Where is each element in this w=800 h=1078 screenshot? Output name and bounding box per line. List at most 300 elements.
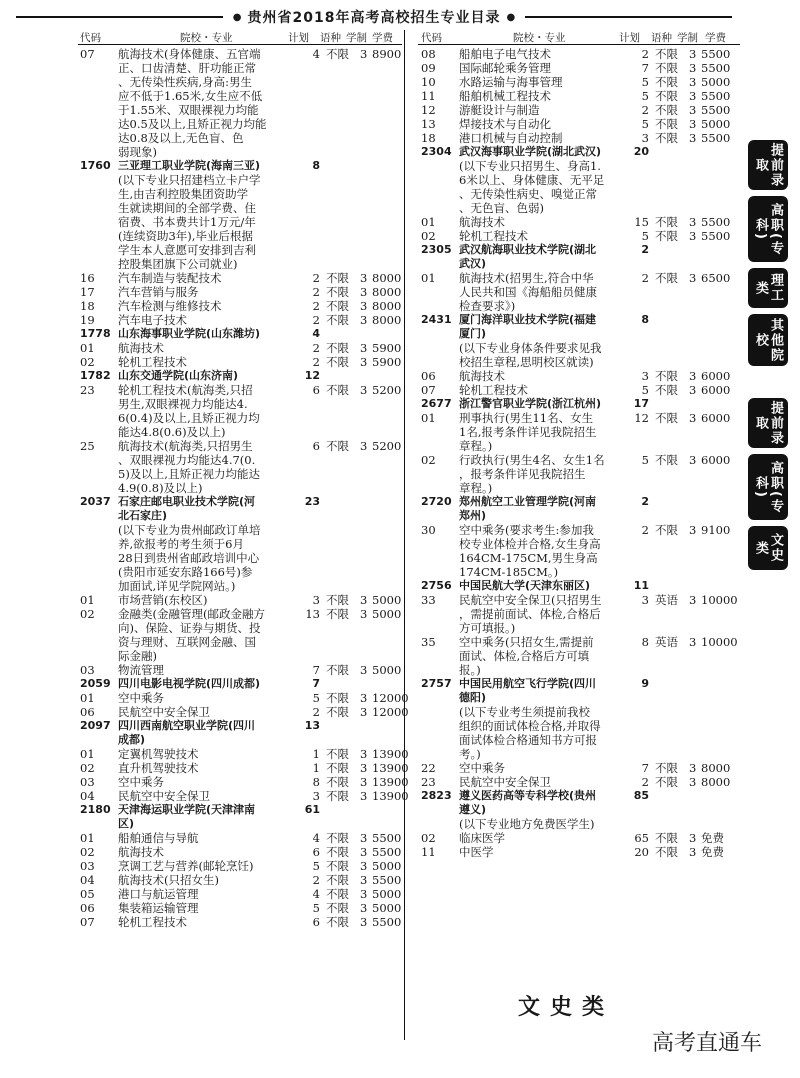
plan-count: 2 xyxy=(312,705,320,719)
major-code: 19 xyxy=(80,313,95,327)
name-line: 于1.55米、双眼裸视力均能 xyxy=(118,103,259,117)
years: 3 xyxy=(689,523,697,537)
language: 不限 xyxy=(655,845,678,859)
language: 不限 xyxy=(655,369,678,383)
major-name xyxy=(118,341,290,355)
language: 不限 xyxy=(326,341,349,355)
header-code: 代码 xyxy=(421,32,442,44)
header-name: 院校・专业 xyxy=(180,32,233,44)
years: 3 xyxy=(360,859,368,873)
plan-count: 1 xyxy=(312,747,320,761)
name-line: 航海技术 xyxy=(459,369,505,383)
note-line: (以下专业为贵州邮政订单培 xyxy=(118,523,261,537)
page-banner xyxy=(16,6,732,28)
major-name xyxy=(459,89,619,103)
page-title: 贵州省2018年高考高校招生专业目录 xyxy=(247,10,501,26)
major-code: 01 xyxy=(80,691,95,705)
major-code: 25 xyxy=(80,439,95,453)
institution-row xyxy=(80,495,416,523)
note-line: 、无传染性病史、嗅觉正常 xyxy=(459,187,597,201)
major-name xyxy=(118,439,290,495)
institution-row xyxy=(421,677,737,705)
major-row xyxy=(80,341,416,355)
name-line: 武汉) xyxy=(459,257,487,270)
major-name xyxy=(459,61,619,75)
major-code: 02 xyxy=(421,453,436,467)
name-line: 空中乘务(只招女生,需提前 xyxy=(459,635,594,649)
note-line: 、无色盲、色弱) xyxy=(459,201,544,215)
major-name xyxy=(459,117,619,131)
major-name xyxy=(459,845,619,859)
name-line: 航海技术(身体健康、五官端 xyxy=(118,47,261,61)
plan-count: 2 xyxy=(641,47,649,61)
major-code: 06 xyxy=(80,901,95,915)
major-code: 02 xyxy=(80,607,95,621)
tab-early-admission[interactable] xyxy=(748,140,788,190)
years: 3 xyxy=(689,131,697,145)
years: 3 xyxy=(689,593,697,607)
plan-count: 5 xyxy=(641,383,649,397)
major-name xyxy=(118,901,290,915)
major-row xyxy=(80,439,416,495)
note-block xyxy=(421,705,737,761)
header-plan: 计划 xyxy=(288,32,309,44)
institution-row xyxy=(80,369,416,383)
major-name xyxy=(459,75,619,89)
name-line: 四川电影电视学院(四川成都) xyxy=(118,677,261,690)
major-name xyxy=(459,523,619,579)
plan-count: 8 xyxy=(312,159,320,172)
language: 不限 xyxy=(326,663,349,677)
name-line: 1名,报考条件详见我院招生 xyxy=(459,425,597,439)
name-line: 船舶通信与导航 xyxy=(118,831,199,845)
institution-name xyxy=(118,159,290,173)
plan-count: 2 xyxy=(641,775,649,789)
name-line: 174CM-185CM。) xyxy=(459,565,559,579)
name-line: 面试、体检,合格后方可填 xyxy=(459,649,590,663)
name-line: 应不低于1.65米,女生应不低 xyxy=(118,89,263,103)
language: 不限 xyxy=(326,593,349,607)
name-line: 弱现象) xyxy=(118,145,157,159)
major-code: 01 xyxy=(80,747,95,761)
note-block xyxy=(421,341,737,369)
major-row xyxy=(421,369,737,383)
name-line: 船舶电子电气技术 xyxy=(459,47,551,61)
tuition-fee: 5500 xyxy=(372,873,402,887)
plan-count: 6 xyxy=(312,439,320,453)
language: 不限 xyxy=(655,131,678,145)
tuition-fee: 8000 xyxy=(372,271,402,285)
major-row xyxy=(80,915,416,929)
name-line: 刑事执行(男生11名、女生 xyxy=(459,411,594,425)
plan-count: 23 xyxy=(304,495,320,508)
major-row xyxy=(421,411,737,453)
plan-count: 2 xyxy=(312,299,320,313)
tuition-fee: 8900 xyxy=(372,47,402,61)
language: 不限 xyxy=(655,61,678,75)
institution-code: 2180 xyxy=(80,803,111,816)
major-name xyxy=(118,593,290,607)
institution-code: 1778 xyxy=(80,327,111,340)
major-code: 02 xyxy=(421,229,436,243)
name-line: 轮机工程技术 xyxy=(459,229,528,243)
tab-science[interactable] xyxy=(748,268,788,308)
name-line: 烹调工艺与营养(邮轮烹饪) xyxy=(118,859,254,873)
name-line: 能达4.8(0.6)及以上) xyxy=(118,425,226,439)
major-code: 11 xyxy=(421,89,436,103)
years: 3 xyxy=(689,383,697,397)
name-line: 水路运输与海事管理 xyxy=(459,75,563,89)
institution-code: 1760 xyxy=(80,159,111,172)
major-name xyxy=(459,635,619,677)
note-block xyxy=(80,523,416,593)
tuition-fee: 5000 xyxy=(372,887,402,901)
plan-count: 20 xyxy=(633,145,649,158)
name-line: 直升机驾驶技术 xyxy=(118,761,199,775)
plan-count: 8 xyxy=(641,313,649,326)
major-name xyxy=(118,705,290,719)
name-line: 汽车营销与服务 xyxy=(118,285,199,299)
years: 3 xyxy=(360,831,368,845)
note-line: 组织的面试体检合格,并取得 xyxy=(459,719,601,733)
plan-count: 2 xyxy=(312,341,320,355)
plan-count: 4 xyxy=(312,327,320,340)
tuition-fee: 5200 xyxy=(372,439,402,453)
years: 3 xyxy=(360,355,368,369)
note-block xyxy=(421,159,737,215)
plan-count: 13 xyxy=(305,607,320,621)
name-line: 郑州) xyxy=(459,509,487,522)
note-line: (以下专业只招建档立卡户学 xyxy=(118,173,261,187)
major-code: 05 xyxy=(80,887,95,901)
years: 3 xyxy=(360,607,368,621)
major-row xyxy=(80,299,416,313)
name-line: 浙江警官职业学院(浙江杭州) xyxy=(459,397,602,410)
tuition-fee: 8000 xyxy=(372,285,402,299)
header-fee: 学费 xyxy=(705,32,726,44)
institution-row xyxy=(421,579,737,593)
tuition-fee: 免费 xyxy=(701,845,724,859)
language: 不限 xyxy=(655,75,678,89)
plan-count: 2 xyxy=(641,243,649,256)
major-row xyxy=(80,691,416,705)
plan-count: 6 xyxy=(312,915,320,929)
watermark: 高考直通车 xyxy=(652,1031,763,1056)
tab-early-admission-2[interactable] xyxy=(748,398,788,448)
major-name xyxy=(118,47,290,159)
institution-name xyxy=(118,677,290,691)
tuition-fee: 5500 xyxy=(372,915,402,929)
plan-count: 4 xyxy=(312,831,320,845)
note-line: (以下专业考生须提前我校 xyxy=(459,705,590,719)
major-name xyxy=(118,663,290,677)
institution-code: 2059 xyxy=(80,677,111,690)
name-line: 人民共和国《海船船员健康 xyxy=(459,285,597,299)
major-code: 03 xyxy=(80,859,95,873)
tuition-fee: 5000 xyxy=(372,663,402,677)
institution-name xyxy=(459,677,619,705)
name-line: 汽车检测与维修技术 xyxy=(118,299,222,313)
name-line: 6(0.4)及以上,且矫正视力均 xyxy=(118,411,260,425)
years: 3 xyxy=(360,299,368,313)
tuition-fee: 5000 xyxy=(372,859,402,873)
major-name xyxy=(459,831,619,845)
major-name xyxy=(118,747,290,761)
years: 3 xyxy=(689,635,697,649)
tab-other-colleges[interactable] xyxy=(748,314,788,366)
left-column xyxy=(80,47,416,929)
note-line: 考。) xyxy=(459,747,481,761)
major-name xyxy=(118,887,290,901)
language: 不限 xyxy=(655,523,678,537)
name-line: 报。) xyxy=(459,663,481,677)
years: 3 xyxy=(689,271,697,285)
name-line: 郑州航空工业管理学院(河南 xyxy=(459,495,597,508)
name-line: 焊接技术与自动化 xyxy=(459,117,551,131)
major-row xyxy=(80,607,416,663)
years: 3 xyxy=(689,61,697,75)
plan-count: 7 xyxy=(312,663,320,677)
plan-count: 3 xyxy=(641,593,649,607)
note-line: 6米以上、身体健康、无平足 xyxy=(459,173,605,187)
major-row xyxy=(80,761,416,775)
major-name xyxy=(459,215,619,229)
major-row xyxy=(421,117,737,131)
header-lang: 语种 xyxy=(320,32,341,44)
years: 3 xyxy=(360,313,368,327)
years: 3 xyxy=(360,271,368,285)
tuition-fee: 10000 xyxy=(701,635,738,649)
major-row xyxy=(80,383,416,439)
name-line: 四川西南航空职业学院(四川 xyxy=(118,719,256,732)
years: 3 xyxy=(360,341,368,355)
major-row xyxy=(421,775,737,789)
major-row xyxy=(421,383,737,397)
plan-count: 4 xyxy=(312,887,320,901)
name-line: 武汉航海职业技术学院(湖北 xyxy=(459,243,597,256)
institution-code: 2757 xyxy=(421,677,452,690)
tuition-fee: 13900 xyxy=(372,789,409,803)
plan-count: 12 xyxy=(634,411,649,425)
tuition-fee: 5200 xyxy=(372,383,402,397)
tab-vocational[interactable] xyxy=(748,196,788,262)
major-name xyxy=(118,691,290,705)
tuition-fee: 5500 xyxy=(701,215,731,229)
major-code: 02 xyxy=(80,845,95,859)
language: 不限 xyxy=(326,873,349,887)
name-line: 5)及以上,且矫正视力均能达 xyxy=(118,467,260,481)
language: 不限 xyxy=(326,789,349,803)
plan-count: 6 xyxy=(312,845,320,859)
note-line: 校招生章程,思明校区就读) xyxy=(459,355,594,369)
note-line: 养,欲报考的考生须于6月 xyxy=(118,537,244,551)
major-row xyxy=(80,859,416,873)
plan-count: 2 xyxy=(312,271,320,285)
major-row xyxy=(421,271,737,313)
language: 不限 xyxy=(326,761,349,775)
name-line: 石家庄邮电职业技术学院(河 xyxy=(118,495,256,508)
language: 不限 xyxy=(326,355,349,369)
name-line: 中国民用航空飞行学院(四川 xyxy=(459,677,597,690)
major-code: 02 xyxy=(80,761,95,775)
right-column xyxy=(421,47,737,859)
tuition-fee: 5500 xyxy=(372,831,402,845)
years: 3 xyxy=(360,747,368,761)
tab-label: 提前录取 xyxy=(753,142,783,188)
tuition-fee: 免费 xyxy=(701,831,724,845)
institution-name xyxy=(459,243,619,271)
tuition-fee: 5500 xyxy=(701,89,731,103)
tuition-fee: 6500 xyxy=(701,271,731,285)
note-text xyxy=(80,523,290,593)
major-code: 07 xyxy=(421,383,436,397)
name-line: 区) xyxy=(118,817,135,830)
years: 3 xyxy=(689,75,697,89)
years: 3 xyxy=(360,593,368,607)
name-line: 三亚理工职业学院(海南三亚) xyxy=(118,159,261,172)
plan-count: 2 xyxy=(641,103,649,117)
major-row xyxy=(421,103,737,117)
major-code: 04 xyxy=(80,789,95,803)
plan-count: 5 xyxy=(641,229,649,243)
tuition-fee: 12000 xyxy=(372,691,409,705)
name-line: 轮机工程技术 xyxy=(118,355,187,369)
plan-count: 2 xyxy=(312,313,320,327)
plan-count: 8 xyxy=(641,635,649,649)
years: 3 xyxy=(689,369,697,383)
institution-name xyxy=(459,579,619,593)
years: 3 xyxy=(360,691,368,705)
tab-label: 提前录取 xyxy=(753,400,783,446)
plan-count: 5 xyxy=(641,89,649,103)
language: 不限 xyxy=(655,831,678,845)
tuition-fee: 13900 xyxy=(372,747,409,761)
major-name xyxy=(459,47,619,61)
note-line: 生就读期间的全部学费、住 xyxy=(118,201,256,215)
name-line: 航海技术(只招女生) xyxy=(118,873,219,887)
institution-name xyxy=(459,145,619,159)
language: 不限 xyxy=(326,901,349,915)
plan-count: 9 xyxy=(641,677,649,690)
major-row xyxy=(80,705,416,719)
institution-row xyxy=(80,677,416,691)
name-line: 汽车电子技术 xyxy=(118,313,187,327)
plan-count: 7 xyxy=(641,61,649,75)
major-row xyxy=(421,831,737,845)
institution-code: 2305 xyxy=(421,243,452,256)
major-row xyxy=(80,775,416,789)
years: 3 xyxy=(360,873,368,887)
name-line: 空中乘务(要求考生:参加我 xyxy=(459,523,594,537)
name-line: 航海技术 xyxy=(118,845,164,859)
institution-row xyxy=(421,397,737,411)
name-line: 集装箱运输管理 xyxy=(118,901,199,915)
major-row xyxy=(80,789,416,803)
plan-count: 7 xyxy=(641,761,649,775)
language: 不限 xyxy=(326,313,349,327)
institution-row xyxy=(80,803,416,831)
tuition-fee: 6000 xyxy=(701,369,731,383)
institution-name xyxy=(459,313,619,341)
years: 3 xyxy=(689,117,697,131)
major-row xyxy=(80,845,416,859)
tab-label: 高职(专科) xyxy=(753,202,783,256)
major-name xyxy=(118,299,290,313)
plan-count: 5 xyxy=(312,691,320,705)
major-name xyxy=(118,859,290,873)
plan-count: 2 xyxy=(312,355,320,369)
major-row xyxy=(421,453,737,495)
plan-count: 8 xyxy=(312,775,320,789)
tuition-fee: 5500 xyxy=(701,47,731,61)
major-row xyxy=(80,873,416,887)
institution-name xyxy=(459,789,619,817)
institution-row xyxy=(421,789,737,817)
major-code: 01 xyxy=(80,341,95,355)
tuition-fee: 12000 xyxy=(372,705,409,719)
major-row xyxy=(80,47,416,159)
name-line: 民航空中安全保卫 xyxy=(118,789,210,803)
name-line: 轮机工程技术 xyxy=(118,915,187,929)
major-row xyxy=(80,593,416,607)
language: 不限 xyxy=(326,775,349,789)
institution-name xyxy=(118,803,290,831)
major-code: 01 xyxy=(421,271,436,285)
major-code: 16 xyxy=(80,271,95,285)
name-line: ，需提前面试、体检,合格后 xyxy=(459,607,601,621)
major-code: 22 xyxy=(421,761,436,775)
institution-code: 2097 xyxy=(80,719,111,732)
major-name xyxy=(118,775,290,789)
major-code: 33 xyxy=(421,593,436,607)
major-name xyxy=(118,831,290,845)
note-line: 加面试,详见学院网站。) xyxy=(118,579,236,593)
language: 不限 xyxy=(326,691,349,705)
tab-liberal-arts[interactable] xyxy=(748,526,788,570)
years: 3 xyxy=(689,761,697,775)
name-line: 资与理财、互联网金融、国 xyxy=(118,635,256,649)
major-row xyxy=(80,901,416,915)
years: 3 xyxy=(689,845,697,859)
tab-vocational-2[interactable] xyxy=(748,454,788,520)
institution-code: 2756 xyxy=(421,579,452,592)
name-line: 4.9(0.8)及以上) xyxy=(118,481,203,495)
tuition-fee: 5500 xyxy=(701,61,731,75)
institution-code: 2677 xyxy=(421,397,452,410)
right-column-header xyxy=(421,30,737,44)
name-line: 天津海运职业学院(天津津南 xyxy=(118,803,256,816)
language: 不限 xyxy=(326,299,349,313)
years: 3 xyxy=(360,775,368,789)
name-line: 临床医学 xyxy=(459,831,505,845)
major-code: 30 xyxy=(421,523,436,537)
header-plan: 计划 xyxy=(619,32,640,44)
major-name xyxy=(459,775,619,789)
tuition-fee: 5900 xyxy=(372,341,402,355)
tuition-fee: 5500 xyxy=(701,103,731,117)
tuition-fee: 6000 xyxy=(701,453,731,467)
major-code: 12 xyxy=(421,103,436,117)
tuition-fee: 13900 xyxy=(372,761,409,775)
name-line: 山东交通学院(山东济南) xyxy=(118,369,239,382)
years: 3 xyxy=(360,439,368,453)
institution-row xyxy=(421,313,737,341)
years: 3 xyxy=(689,831,697,845)
major-code: 35 xyxy=(421,635,436,649)
plan-count: 65 xyxy=(634,831,649,845)
language: 不限 xyxy=(655,453,678,467)
plan-count: 12 xyxy=(304,369,320,382)
